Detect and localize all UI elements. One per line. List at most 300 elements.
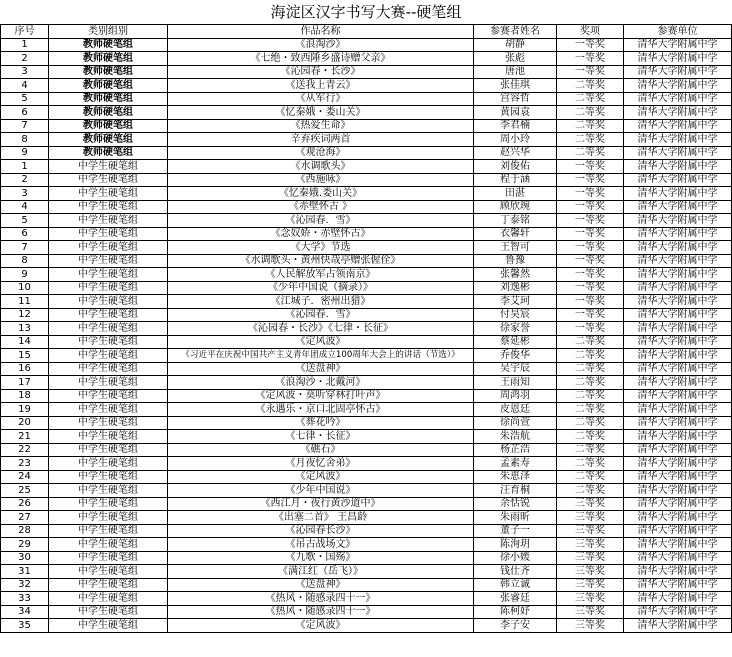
cell-unit: 清华大学附属中学 (624, 349, 732, 363)
table-row (1, 119, 732, 133)
cell-no: 2 (1, 173, 49, 187)
results-table (0, 24, 732, 633)
cell-unit: 清华大学附属中学 (624, 484, 732, 498)
cell-group: 中学生硬笔组 (49, 565, 168, 579)
cell-no: 9 (1, 146, 49, 160)
table-row (1, 403, 732, 417)
cell-no: 6 (1, 227, 49, 241)
cell-no: 22 (1, 443, 49, 457)
cell-award: 三等奖 (557, 592, 624, 606)
table-row (1, 187, 732, 201)
cell-no: 23 (1, 457, 49, 471)
cell-unit: 清华大学附属中学 (624, 511, 732, 525)
cell-unit: 清华大学附属中学 (624, 389, 732, 403)
cell-no: 5 (1, 92, 49, 106)
cell-group: 中学生硬笔组 (49, 241, 168, 255)
cell-work: 《观沧海》 (168, 146, 474, 160)
cell-group: 中学生硬笔组 (49, 578, 168, 592)
cell-unit: 清华大学附属中学 (624, 592, 732, 606)
cell-name: 赵兴华 (474, 146, 557, 160)
table-row (1, 457, 732, 471)
cell-work: 《葬花吟》 (168, 416, 474, 430)
cell-name: 刘逸彬 (474, 281, 557, 295)
cell-work: 《忆秦娥・娄山关》 (168, 106, 474, 120)
cell-work: 《人民解放军占领南京》 (168, 268, 474, 282)
cell-name: 宫容哲 (474, 92, 557, 106)
cell-unit: 清华大学附属中学 (624, 146, 732, 160)
cell-award: 三等奖 (557, 578, 624, 592)
cell-no: 28 (1, 524, 49, 538)
table-row (1, 146, 732, 160)
cell-work: 《习近平在庆祝中国共产主义青年团成立100周年大会上的讲话（节选）》 (168, 349, 474, 363)
header-name: 参赛者姓名 (474, 25, 557, 39)
cell-award: 一等奖 (557, 308, 624, 322)
cell-unit: 清华大学附属中学 (624, 79, 732, 93)
cell-work: 《少年中国说》 (168, 484, 474, 498)
table-row (1, 322, 732, 336)
cell-award: 三等奖 (557, 605, 624, 619)
cell-award: 二等奖 (557, 92, 624, 106)
cell-unit: 清华大学附属中学 (624, 200, 732, 214)
header-work: 作品名称 (168, 25, 474, 39)
cell-group: 教师硬笔组 (49, 65, 168, 79)
cell-unit: 清华大学附属中学 (624, 133, 732, 147)
cell-group: 中学生硬笔组 (49, 173, 168, 187)
cell-no: 3 (1, 187, 49, 201)
cell-name: 皮恩廷 (474, 403, 557, 417)
cell-award: 二等奖 (557, 389, 624, 403)
cell-work: 《从军行》 (168, 92, 474, 106)
cell-work: 《热风・随感录四十一》 (168, 592, 474, 606)
cell-award: 一等奖 (557, 281, 624, 295)
cell-no: 1 (1, 160, 49, 174)
cell-group: 中学生硬笔组 (49, 254, 168, 268)
cell-no: 8 (1, 133, 49, 147)
cell-award: 一等奖 (557, 227, 624, 241)
cell-name: 王雨知 (474, 376, 557, 390)
cell-work: 《定风波》 (168, 619, 474, 633)
cell-no: 7 (1, 119, 49, 133)
cell-work: 《沁园春・长沙》《七律・长征》 (168, 322, 474, 336)
cell-group: 教师硬笔组 (49, 92, 168, 106)
cell-name: 孟素寿 (474, 457, 557, 471)
cell-unit: 清华大学附属中学 (624, 538, 732, 552)
cell-unit: 清华大学附属中学 (624, 65, 732, 79)
cell-unit: 清华大学附属中学 (624, 308, 732, 322)
cell-no: 32 (1, 578, 49, 592)
cell-award: 二等奖 (557, 443, 624, 457)
cell-no: 34 (1, 605, 49, 619)
table-row (1, 133, 732, 147)
cell-no: 33 (1, 592, 49, 606)
cell-work: 《大学》节选 (168, 241, 474, 255)
cell-award: 一等奖 (557, 241, 624, 255)
cell-name: 程于涵 (474, 173, 557, 187)
cell-award: 二等奖 (557, 430, 624, 444)
cell-award: 一等奖 (557, 38, 624, 52)
cell-name: 丁泰铭 (474, 214, 557, 228)
cell-name: 胡静 (474, 38, 557, 52)
cell-group: 中学生硬笔组 (49, 214, 168, 228)
table-row (1, 619, 732, 633)
cell-award: 三等奖 (557, 565, 624, 579)
cell-unit: 清华大学附属中学 (624, 430, 732, 444)
cell-unit: 清华大学附属中学 (624, 322, 732, 336)
cell-work: 《沁园春．雪》 (168, 214, 474, 228)
cell-award: 二等奖 (557, 146, 624, 160)
table-row (1, 52, 732, 66)
cell-no: 16 (1, 362, 49, 376)
cell-work: 《沁园春长沙》 (168, 524, 474, 538)
table-row (1, 281, 732, 295)
table-row (1, 376, 732, 390)
table-row (1, 497, 732, 511)
cell-name: 李君楠 (474, 119, 557, 133)
cell-group: 中学生硬笔组 (49, 524, 168, 538)
cell-award: 一等奖 (557, 254, 624, 268)
cell-name: 黄园袁 (474, 106, 557, 120)
cell-work: 《月夜忆舍弟》 (168, 457, 474, 471)
cell-name: 付昊宸 (474, 308, 557, 322)
cell-group: 中学生硬笔组 (49, 295, 168, 309)
cell-work: 《送盘神》 (168, 362, 474, 376)
cell-name: 徐小媛 (474, 551, 557, 565)
cell-group: 中学生硬笔组 (49, 484, 168, 498)
cell-group: 教师硬笔组 (49, 79, 168, 93)
cell-unit: 清华大学附属中学 (624, 92, 732, 106)
cell-unit: 清华大学附属中学 (624, 160, 732, 174)
cell-work: 《忆秦娥.娄山关》 (168, 187, 474, 201)
cell-award: 三等奖 (557, 497, 624, 511)
cell-work: 《热爱生命》 (168, 119, 474, 133)
cell-no: 10 (1, 281, 49, 295)
cell-award: 一等奖 (557, 65, 624, 79)
table-row (1, 308, 732, 322)
cell-no: 6 (1, 106, 49, 120)
table-row (1, 349, 732, 363)
cell-group: 中学生硬笔组 (49, 538, 168, 552)
cell-name: 乔俊华 (474, 349, 557, 363)
cell-group: 中学生硬笔组 (49, 335, 168, 349)
cell-no: 12 (1, 308, 49, 322)
cell-no: 13 (1, 322, 49, 336)
cell-work: 《出塞二首》 王昌龄 (168, 511, 474, 525)
cell-group: 中学生硬笔组 (49, 187, 168, 201)
cell-award: 三等奖 (557, 511, 624, 525)
cell-group: 中学生硬笔组 (49, 592, 168, 606)
table-row (1, 470, 732, 484)
table-row (1, 200, 732, 214)
cell-unit: 清华大学附属中学 (624, 173, 732, 187)
cell-unit: 清华大学附属中学 (624, 268, 732, 282)
cell-name: 陈柯妤 (474, 605, 557, 619)
cell-no: 18 (1, 389, 49, 403)
cell-no: 30 (1, 551, 49, 565)
cell-group: 教师硬笔组 (49, 38, 168, 52)
cell-group: 中学生硬笔组 (49, 308, 168, 322)
cell-group: 中学生硬笔组 (49, 200, 168, 214)
cell-name: 张馨然 (474, 268, 557, 282)
header-no: 序号 (1, 25, 49, 39)
table-row (1, 578, 732, 592)
cell-name: 张睿廷 (474, 592, 557, 606)
cell-unit: 清华大学附属中学 (624, 497, 732, 511)
cell-unit: 清华大学附属中学 (624, 254, 732, 268)
cell-group: 中学生硬笔组 (49, 457, 168, 471)
cell-no: 15 (1, 349, 49, 363)
cell-work: 《赤壁怀古 》 (168, 200, 474, 214)
cell-no: 27 (1, 511, 49, 525)
cell-no: 14 (1, 335, 49, 349)
cell-award: 一等奖 (557, 322, 624, 336)
table-row (1, 524, 732, 538)
cell-award: 二等奖 (557, 376, 624, 390)
cell-work: 《九歌・国殇》 (168, 551, 474, 565)
table-row (1, 605, 732, 619)
table-row (1, 92, 732, 106)
cell-award: 二等奖 (557, 119, 624, 133)
cell-unit: 清华大学附属中学 (624, 470, 732, 484)
cell-no: 20 (1, 416, 49, 430)
page-title: 海淀区汉字书写大赛--硬笔组 (270, 3, 462, 21)
table-row (1, 106, 732, 120)
cell-no: 24 (1, 470, 49, 484)
cell-award: 三等奖 (557, 551, 624, 565)
cell-name: 朱雨昕 (474, 511, 557, 525)
cell-unit: 清华大学附属中学 (624, 578, 732, 592)
cell-name: 鲁豫 (474, 254, 557, 268)
cell-no: 26 (1, 497, 49, 511)
cell-no: 2 (1, 52, 49, 66)
table-row (1, 227, 732, 241)
cell-group: 中学生硬笔组 (49, 443, 168, 457)
cell-name: 陈洵玥 (474, 538, 557, 552)
cell-name: 李艾珂 (474, 295, 557, 309)
cell-name: 钱仕齐 (474, 565, 557, 579)
cell-work: 《七绝・致西陲乡盛诗赠父亲》 (168, 52, 474, 66)
cell-work: 《定风波》 (168, 335, 474, 349)
cell-no: 1 (1, 38, 49, 52)
cell-group: 中学生硬笔组 (49, 268, 168, 282)
cell-work: 《七律・长征》 (168, 430, 474, 444)
cell-unit: 清华大学附属中学 (624, 362, 732, 376)
cell-group: 中学生硬笔组 (49, 160, 168, 174)
cell-work: 《热风・随感录四十一》 (168, 605, 474, 619)
cell-work: 《满江红（岳飞）》 (168, 565, 474, 579)
cell-name: 顾欣琬 (474, 200, 557, 214)
cell-group: 中学生硬笔组 (49, 362, 168, 376)
cell-group: 教师硬笔组 (49, 133, 168, 147)
cell-no: 19 (1, 403, 49, 417)
cell-unit: 清华大学附属中学 (624, 241, 732, 255)
cell-award: 二等奖 (557, 79, 624, 93)
cell-no: 3 (1, 65, 49, 79)
cell-group: 教师硬笔组 (49, 52, 168, 66)
cell-award: 一等奖 (557, 295, 624, 309)
table-row (1, 484, 732, 498)
cell-unit: 清华大学附属中学 (624, 551, 732, 565)
cell-group: 中学生硬笔组 (49, 376, 168, 390)
cell-group: 教师硬笔组 (49, 106, 168, 120)
cell-work: 《沁园春．雪》 (168, 308, 474, 322)
cell-unit: 清华大学附属中学 (624, 619, 732, 633)
cell-award: 二等奖 (557, 403, 624, 417)
cell-award: 一等奖 (557, 200, 624, 214)
table-row (1, 565, 732, 579)
table-row (1, 295, 732, 309)
cell-unit: 清华大学附属中学 (624, 335, 732, 349)
table-row (1, 592, 732, 606)
table-row (1, 254, 732, 268)
cell-no: 25 (1, 484, 49, 498)
cell-name: 周小玲 (474, 133, 557, 147)
cell-award: 二等奖 (557, 457, 624, 471)
header-unit: 参赛单位 (624, 25, 732, 39)
cell-group: 中学生硬笔组 (49, 322, 168, 336)
table-row (1, 38, 732, 52)
cell-no: 7 (1, 241, 49, 255)
table-row (1, 160, 732, 174)
header-award: 奖项 (557, 25, 624, 39)
cell-group: 中学生硬笔组 (49, 389, 168, 403)
cell-group: 中学生硬笔组 (49, 403, 168, 417)
table-row (1, 335, 732, 349)
cell-unit: 清华大学附属中学 (624, 281, 732, 295)
cell-award: 一等奖 (557, 187, 624, 201)
cell-work: 《水调歌头・黄州快哉亭赠张偓佺》 (168, 254, 474, 268)
cell-work: 《少年中国说（摘录）》 (168, 281, 474, 295)
cell-group: 教师硬笔组 (49, 146, 168, 160)
cell-unit: 清华大学附属中学 (624, 119, 732, 133)
table-row (1, 511, 732, 525)
cell-no: 5 (1, 214, 49, 228)
cell-name: 王智可 (474, 241, 557, 255)
cell-no: 9 (1, 268, 49, 282)
cell-work: 《吊古战场文》 (168, 538, 474, 552)
cell-name: 汪育桐 (474, 484, 557, 498)
cell-no: 31 (1, 565, 49, 579)
cell-name: 徐尚萱 (474, 416, 557, 430)
table-row (1, 214, 732, 228)
cell-work: 《定风波》 (168, 470, 474, 484)
table-row (1, 362, 732, 376)
cell-group: 中学生硬笔组 (49, 416, 168, 430)
cell-group: 中学生硬笔组 (49, 511, 168, 525)
cell-group: 中学生硬笔组 (49, 227, 168, 241)
cell-name: 张佳琪 (474, 79, 557, 93)
cell-unit: 清华大学附属中学 (624, 416, 732, 430)
cell-award: 二等奖 (557, 106, 624, 120)
table-row (1, 268, 732, 282)
cell-work: 《水调歌头》 (168, 160, 474, 174)
cell-award: 一等奖 (557, 173, 624, 187)
cell-work: 《浪淘沙》 (168, 38, 474, 52)
cell-name: 韩立诚 (474, 578, 557, 592)
cell-unit: 清华大学附属中学 (624, 52, 732, 66)
cell-name: 吴宇辰 (474, 362, 557, 376)
cell-group: 中学生硬笔组 (49, 281, 168, 295)
cell-unit: 清华大学附属中学 (624, 524, 732, 538)
table-row (1, 416, 732, 430)
table-row (1, 79, 732, 93)
cell-name: 周鸿羽 (474, 389, 557, 403)
cell-unit: 清华大学附属中学 (624, 187, 732, 201)
cell-group: 教师硬笔组 (49, 119, 168, 133)
cell-work: 《浪淘沙・北戴河》 (168, 376, 474, 390)
cell-unit: 清华大学附属中学 (624, 376, 732, 390)
cell-no: 21 (1, 430, 49, 444)
header-group: 类别组别 (49, 25, 168, 39)
cell-unit: 清华大学附属中学 (624, 214, 732, 228)
cell-award: 二等奖 (557, 335, 624, 349)
cell-award: 一等奖 (557, 160, 624, 174)
cell-name: 朱浩航 (474, 430, 557, 444)
cell-name: 朱恵泽 (474, 470, 557, 484)
cell-no: 35 (1, 619, 49, 633)
cell-name: 蔡延彬 (474, 335, 557, 349)
cell-award: 一等奖 (557, 268, 624, 282)
cell-name: 田湛 (474, 187, 557, 201)
cell-no: 4 (1, 200, 49, 214)
cell-work: 《西江月・夜行黄沙道中》 (168, 497, 474, 511)
cell-work: 《江城子．密州出猎》 (168, 295, 474, 309)
cell-award: 二等奖 (557, 349, 624, 363)
table-row (1, 241, 732, 255)
cell-unit: 清华大学附属中学 (624, 457, 732, 471)
cell-work: 《定风波・莫听穿林打叶声》 (168, 389, 474, 403)
cell-name: 衣馨轩 (474, 227, 557, 241)
cell-award: 三等奖 (557, 524, 624, 538)
cell-group: 中学生硬笔组 (49, 605, 168, 619)
table-row (1, 538, 732, 552)
cell-work: 《送我上青云》 (168, 79, 474, 93)
cell-no: 17 (1, 376, 49, 390)
cell-name: 张彪 (474, 52, 557, 66)
cell-name: 刘俊佑 (474, 160, 557, 174)
cell-unit: 清华大学附属中学 (624, 38, 732, 52)
cell-work: 《西施咏》 (168, 173, 474, 187)
table-row (1, 173, 732, 187)
cell-unit: 清华大学附属中学 (624, 443, 732, 457)
cell-no: 4 (1, 79, 49, 93)
cell-group: 中学生硬笔组 (49, 497, 168, 511)
cell-unit: 清华大学附属中学 (624, 403, 732, 417)
table-header-row (1, 25, 732, 39)
cell-name: 董子一 (474, 524, 557, 538)
cell-no: 8 (1, 254, 49, 268)
cell-award: 二等奖 (557, 416, 624, 430)
cell-name: 余恬锐 (474, 497, 557, 511)
cell-group: 中学生硬笔组 (49, 470, 168, 484)
cell-name: 徐家誉 (474, 322, 557, 336)
cell-award: 二等奖 (557, 470, 624, 484)
cell-award: 二等奖 (557, 362, 624, 376)
table-row (1, 65, 732, 79)
cell-work: 辛弃疾词两首 (168, 133, 474, 147)
cell-award: 一等奖 (557, 52, 624, 66)
cell-group: 中学生硬笔组 (49, 551, 168, 565)
cell-work: 《礁石》 (168, 443, 474, 457)
cell-unit: 清华大学附属中学 (624, 605, 732, 619)
cell-name: 李子安 (474, 619, 557, 633)
cell-unit: 清华大学附属中学 (624, 295, 732, 309)
cell-unit: 清华大学附属中学 (624, 106, 732, 120)
cell-award: 三等奖 (557, 538, 624, 552)
cell-unit: 清华大学附属中学 (624, 227, 732, 241)
table-row (1, 443, 732, 457)
cell-work: 《送盘神》 (168, 578, 474, 592)
cell-group: 中学生硬笔组 (49, 430, 168, 444)
